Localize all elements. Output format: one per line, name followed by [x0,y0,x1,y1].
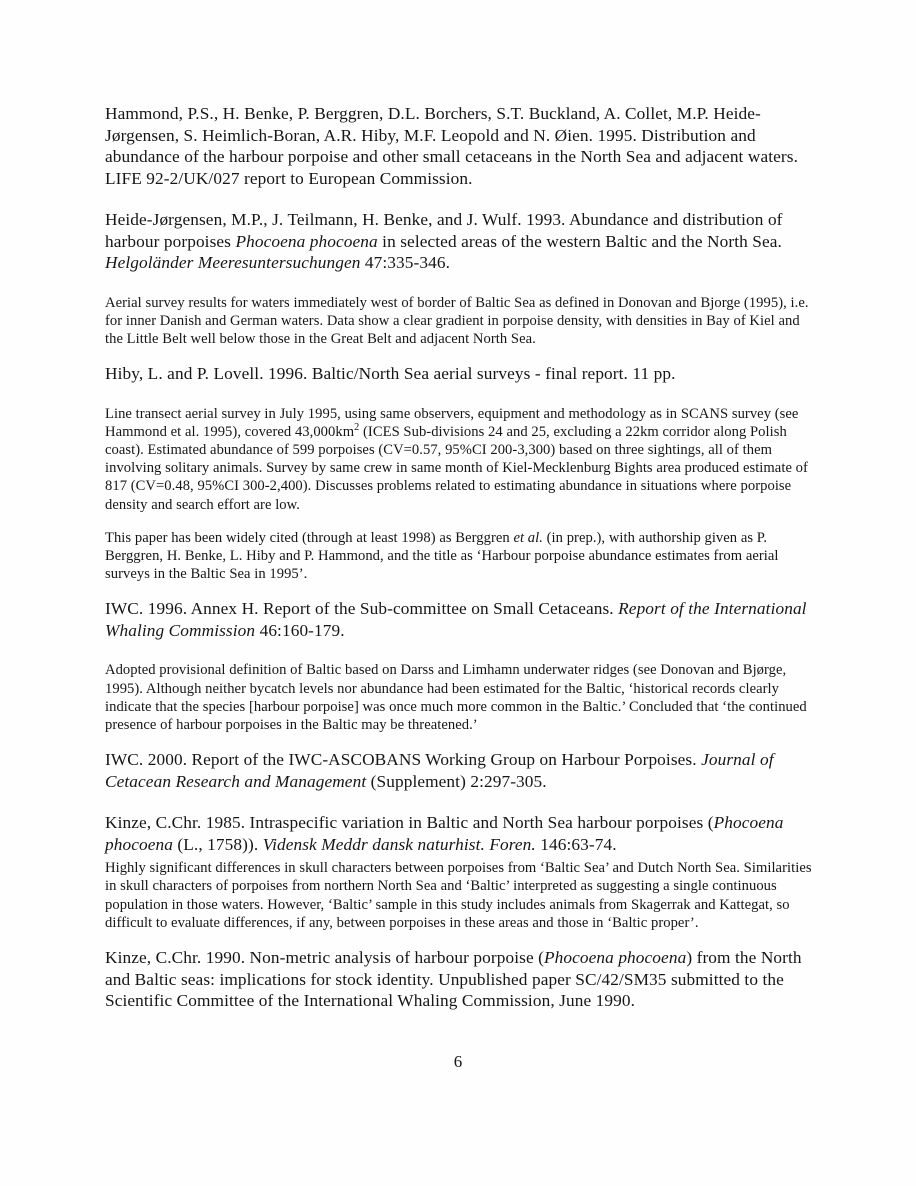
text-run: Heide-Jørgensen, M.P., J. Teilmann, H. Benke, and J. Wulf. 1993. Abundance and distribution of harbour porpoises [105,210,783,251]
text-run: Journal of Cetacean Research and Management [105,750,774,791]
annotation-note [105,661,817,734]
text-run: Helgoländer Meeresuntersuchungen [105,253,361,272]
text-run: ) from the North and Baltic seas: implications for stock identity. Unpublished paper SC/42/SM35 submitted to the Scientific Committee of the International Whaling Commission, June 1990. [105,948,802,1011]
reference-entry [105,103,817,189]
annotation-note [105,859,817,932]
text-run: Vidensk Meddr dansk naturhist. Foren. [262,834,536,854]
annotation-note [105,529,817,584]
text-run: Hiby, L. and P. Lovell. 1996. Baltic/North Sea aerial surveys - final report. 11 pp. [105,364,676,384]
text-run: This paper has been widely cited (through at least 1998) as Berggren [105,529,514,546]
text-run: Phocoena phocoena [235,231,378,251]
reference-entry [105,812,817,855]
text-run: (in prep.), with authorship given as P. Berggren, H. Benke, L. Hiby and P. Hammond, and the title as ‘Harbour porpoise abundance estimates from aerial surveys in the Baltic Sea in 1995’. [105,529,779,583]
text-run: Report of the International Whaling Commission [105,599,807,640]
text-run: Kinze, C.Chr. 1985. Intraspecific variation in Baltic and North Sea harbour porpoises ( [105,813,714,833]
text-run: IWC. 1996. Annex H. Report of the Sub-committee on Small Cetaceans. [105,599,619,619]
text-run: (ICES Sub-divisions 24 and 25, excluding a 22km corridor along Polish coast). Estimated abundance of 599 porpoises (CV=0.57, 95%CI 200-3,300) based on three sightings, all of them involving solitary animals. Survey by same crew in same month of Kiel-Mecklenburg Bights area produced estimate of 817 (CV=0.48, 95%CI 300-2,400). Discusses problems related to estimating abundance in situations where porpoise density and search effort are low. [105,423,808,513]
text-run: 47:335-346. [360,253,451,272]
text-run: Adopted provisional definition of Baltic based on Darss and Limhamn underwater ridges (see Donovan and Bjørge, 1995). Although neither bycatch levels nor abundance had been estimated for the Baltic, ‘historical records clearly indicate that the species [harbour porpoise] was once much more common in the Baltic.’ Concluded that ‘the continued presence of harbour porpoises in the Baltic may be threatened.’ [105,662,807,734]
text-run: et al. [513,529,543,546]
text-run: 46:160-179. [255,620,345,640]
text-run: Phocoena phocoena [544,948,687,968]
document-body [105,103,817,1032]
text-run: in selected areas of the western Baltic and the North Sea. [377,231,782,251]
page-number: 6 [453,1052,463,1071]
text-run: Hammond, P.S., H. Benke, P. Berggren, D.L. Borchers, S.T. Buckland, A. Collet, M.P. Heide-Jørgensen, S. Heimlich-Boran, A.R. Hiby, M.F. Leopold and N. Øien. 1995. Distribution and abundance of the harbour porpoise and other small cetaceans in the North Sea and adjacent waters. LIFE 92-2/UK/027 report to European Commission. [105,104,799,188]
reference-entry [105,209,817,274]
text-run: Aerial survey results for waters immediately west of border of Baltic Sea as defined in Donovan and Bjorge (1995), i.e. for inner Danish and German waters. Data show a clear gradient in porpoise density, with densities in Bay of Kiel and the Little Belt well below those in the Great Belt and adjacent North Sea. [105,294,809,347]
text-run: IWC. 2000. Report of the IWC-ASCOBANS Working Group on Harbour Porpoises. [105,750,702,770]
reference-entry [105,947,817,1012]
text-run: (Supplement) 2:297-305. [366,771,547,791]
reference-entry [105,598,817,641]
reference-entry [105,363,817,385]
annotation-note [105,405,817,514]
page-footer [0,1052,916,1072]
text-run: 2 [354,421,360,433]
reference-entry [105,749,817,792]
text-run: (L., 1758)). [172,834,263,854]
text-run: Phocoena phocoena [105,813,784,854]
text-run: Highly significant differences in skull characters between porpoises from ‘Baltic Sea’ and Dutch North Sea. Similarities in skull characters of porpoises from northern North Sea and ‘Baltic’ interpreted as suggesting a single continuous population in those waters. However, ‘Baltic’ sample in this study includes animals from Skagerrak and Kattegat, so difficult to evaluate differences, if any, between porpoises in these areas and those in ‘Baltic proper’. [105,860,812,931]
text-run: 146:63-74. [535,834,617,854]
annotation-note [105,294,817,349]
text-run: Line transect aerial survey in July 1995, using same observers, equipment and methodology as in SCANS survey (see Hammond et al. 1995), covered 43,000km [105,405,799,440]
text-run: Kinze, C.Chr. 1990. Non-metric analysis of harbour porpoise ( [105,948,544,968]
